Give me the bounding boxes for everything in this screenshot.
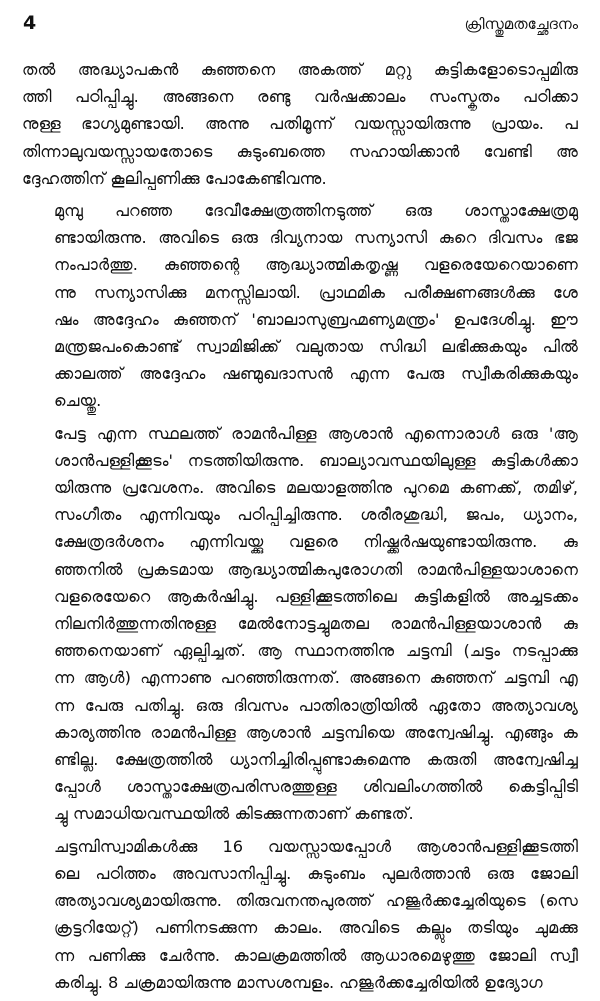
text-line: ദ്ദേഹത്തിന് കൂലിപ്പണിക്കു പോകേണ്ടിവന്നു. — [22, 168, 327, 188]
text-line: ഷം അദ്ദേഹം കുഞ്ഞന് 'ബാലാസുബ്രഹ്മണ്യമന്ത്രം' ഉപദേശിച്ചു. ഈ — [54, 309, 578, 329]
text-line: കാര്യത്തിനു രാമൻപിള്ള ആശാൻ ചട്ടമ്പിയെ അന്വേഷിച്ചു. എങ്ങും ക — [54, 722, 578, 742]
text-line: യിരുന്നു പ്രവേശനം. അവിടെ മലയാളത്തിനു പുറമെ കണക്ക്, തമിഴ്, — [54, 478, 578, 498]
text-line: സംഗീതം എന്നിവയും പഠിപ്പിച്ചിരുന്നു. ശരീരശുദ്ധി, ജപം, ധ്യാനം, — [54, 505, 578, 525]
text-line: ചെയ്തു. — [54, 391, 102, 411]
running-title: ക്രിസ്തുമതച്ഛേദനം — [464, 15, 578, 33]
text-line: അത്യാവശ്യമായിരുന്നു. തിരുവനന്തപുരത്ത് ഹജൂർക്കച്ചേരിയുടെ (സെ — [54, 891, 578, 911]
text-line: ക്കാലത്ത് അദ്ദേഹം ഷണ്മുഖദാസൻ എന്ന പേരു സ്വീകരിക്കുകയും — [54, 364, 578, 384]
page-number: 4 — [23, 12, 37, 34]
paragraph — [22, 56, 578, 192]
text-line: ലെ പഠിത്തം അവസാനിപ്പിച്ചു. കുടുംബം പുലർത്താൻ ഒരു ജോലി — [54, 863, 578, 883]
text-line: ണ്ടായിരുന്നു. അവിടെ ഒരു ദിവ്യനായ സന്യാസി കുറെ ദിവസം ഭജ — [54, 228, 578, 248]
text-line: ക്ഷേത്രദർശനം എന്നിവയ്ക്കു വളരെ നിഷ്ക്കർഷയുണ്ടായിരുന്നു. കു — [54, 532, 578, 552]
text-line: നിലനിർത്തുന്നതിനുള്ള മേൽനോട്ടച്ചുമതല രാമൻപിള്ളയാശാൻ കു — [54, 614, 578, 634]
body-text — [22, 56, 578, 1001]
text-line: ന്ന ആൾ) എന്നാണു പറഞ്ഞിരുന്നത്. അങ്ങനെ കുഞ്ഞന് ചട്ടമ്പി എ — [54, 668, 578, 688]
text-line: നംപാർത്തു. കുഞ്ഞന്റെ ആദ്ധ്യാത്മികതൃഷ്ണ വളരെയേറെയാണെ — [54, 255, 578, 275]
text-line: ന്ന പണിക്കു ചേർന്നു. കാലക്രമത്തിൽ ആധാരമെഴുത്തു ജോലി സ്വീ — [54, 945, 578, 965]
text-line: നുള്ള ഭാഗ്യമുണ്ടായി. അന്നു പതിമൂന്ന് വയസ്സായിരുന്നു പ്രായം. പ — [22, 114, 578, 134]
page-header — [0, 0, 600, 40]
paragraph — [22, 197, 578, 415]
text-line: പേട്ട എന്ന സ്ഥലത്ത് രാമൻപിള്ള ആശാൻ എന്നൊരാൾ ഒരു 'ആ — [54, 423, 578, 443]
text-line: കരിച്ചു. 8 ചക്രമായിരുന്നു മാസശമ്പളം. ഹജൂർക്കച്ചേരിയിൽ ഉദ്യോഗ — [54, 972, 543, 992]
text-line: മുമ്പു പറഞ്ഞ ദേവീക്ഷേത്രത്തിനടുത്ത് ഒരു ശാസ്താക്ഷേത്രമു — [54, 201, 578, 221]
text-line: ഞ്ഞനിൽ പ്രകടമായ ആദ്ധ്യാത്മികപുരോഗതി രാമൻപിള്ളയാശാനെ — [54, 559, 578, 579]
text-line: ക്രട്ടറിയേറ്റ്) പണിനടക്കുന്ന കാലം. അവിടെ കല്ലും തടിയും ചുമക്കു — [54, 918, 578, 938]
text-line: ത്തി പഠിപ്പിച്ചു. അങ്ങനെ രണ്ടു വർഷക്കാലം സംസ്കൃതം പഠിക്കാ — [22, 87, 578, 107]
text-line: മന്ത്രജപംകൊണ്ട് സ്വാമിജിക്ക് വലുതായ സിദ്ധി ലഭിക്കുകയും പിൽ — [54, 337, 578, 357]
text-line: ച്ചു സമാധിയവസ്ഥയിൽ കിടക്കുന്നതാണ് കണ്ടത്. — [54, 804, 414, 824]
text-line: ന്ന പേരു പതിച്ചു. ഒരു ദിവസം പാതിരാത്രിയിൽ ഏതോ അത്യാവശ്യ — [54, 695, 578, 715]
text-line: ന്നു സന്യാസിക്കു മനസ്സിലായി. പ്രാഥമിക പരീക്ഷണങ്ങൾക്കു ശേ — [54, 282, 578, 302]
text-line: ഞ്ഞനെയാണ് ഏല്പിച്ചത്. ആ സ്ഥാനത്തിനു ചട്ടമ്പി (ചട്ടം നടപ്പാക്കു — [54, 641, 578, 661]
paragraph — [22, 420, 578, 828]
text-line: തൽ അദ്ധ്യാപകൻ കുഞ്ഞനെ അകത്ത് മറ്റു കുട്ടികളോടൊപ്പമിരു — [22, 60, 578, 79]
text-line: തിന്നാലുവയസ്സായതോടെ കുടുംബത്തെ സഹായിക്കാൻ വേണ്ടി അ — [22, 141, 578, 161]
paragraph — [22, 833, 578, 996]
text-line: ചട്ടമ്പിസ്വാമികൾക്കു 16 വയസ്സായപ്പോൾ ആശാൻപള്ളിക്കൂടത്തി — [54, 836, 578, 856]
text-line: ണ്ടില്ല. ക്ഷേത്രത്തിൽ ധ്യാനിച്ചിരിപ്പുണ്ടാകുമെന്നു കരുതി അന്വേഷിച്ച — [54, 750, 578, 770]
text-line: പ്പോൾ ശാസ്താക്ഷേത്രപരിസരത്തുള്ള ശിവലിംഗത്തിൽ കെട്ടിപ്പിടി — [54, 777, 578, 797]
text-line: വളരെയേറെ ആകർഷിച്ചു. പള്ളിക്കൂടത്തിലെ കുട്ടികളിൽ അച്ചടക്കം — [54, 586, 578, 606]
text-line: ശാൻപള്ളിക്കൂടം' നടത്തിയിരുന്നു. ബാല്യാവസ്ഥയിലുള്ള കുട്ടികൾക്കാ — [54, 450, 578, 470]
